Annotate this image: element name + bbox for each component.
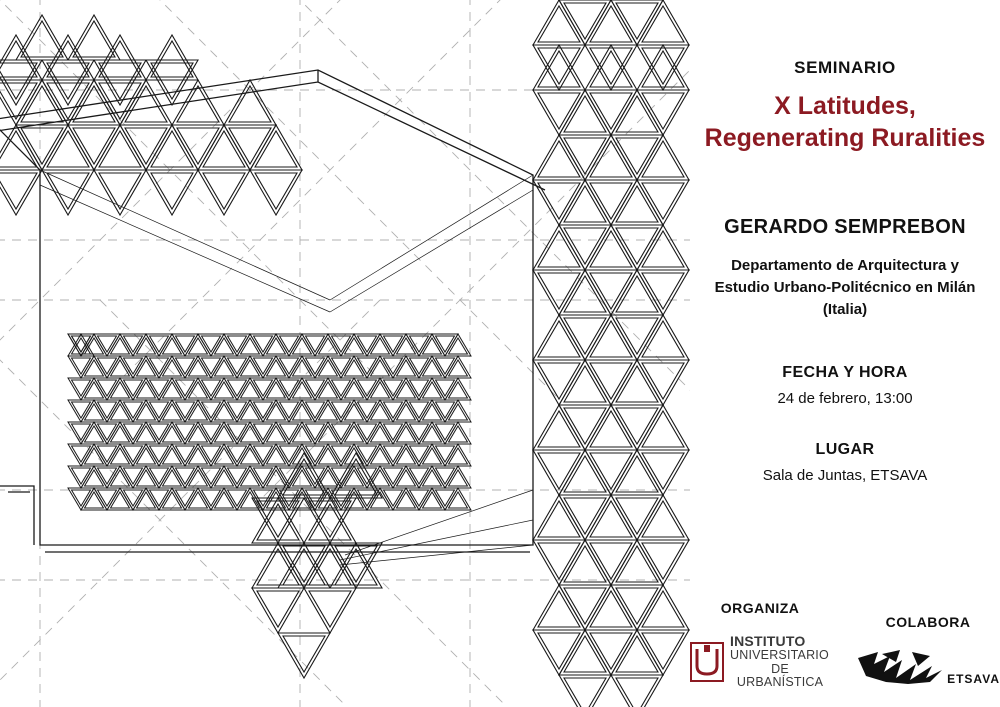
iuu-line-1: INSTITUTO (730, 633, 806, 650)
seminar-kicker: SEMINARIO (794, 58, 896, 77)
organiza-label: ORGANIZA (720, 600, 800, 617)
affiliation-line2: Estudio Urbano-Politécnico en Milán (714, 278, 976, 296)
instituto-universitario-urbanistica-logo (690, 634, 830, 689)
seminar-title-line2: Regenerating Ruralities (704, 124, 986, 152)
datetime-label: FECHA Y HORA (782, 364, 908, 382)
colabora-label: COLABORA (885, 614, 971, 630)
datetime-value: 24 de febrero, 13:00 (777, 390, 913, 408)
datetime-block (702, 364, 988, 407)
lattice-cluster-bottom (252, 453, 382, 678)
speaker-name: GERARDO SEMPREBON (724, 216, 966, 238)
colabora-block (856, 614, 1000, 689)
iuu-line-2: UNIVERSITARIO (730, 648, 829, 663)
organiza-block (690, 600, 830, 689)
place-label: LUGAR (815, 441, 875, 459)
seminar-title-line1: X Latitudes, (774, 92, 916, 120)
etsava-wordmark: ETSAVA (947, 672, 1000, 686)
iuu-line-3: DE URBANÍSTICA (736, 661, 824, 689)
affiliation-line3: (Italia) (822, 300, 868, 318)
etsava-logo (856, 648, 1000, 689)
iuu-wordmark (730, 634, 830, 689)
place-value: Sala de Juntas, ETSAVA (762, 467, 928, 485)
place-block (702, 441, 988, 484)
iuu-mark-icon (690, 642, 724, 682)
speaker-affiliation (702, 255, 988, 320)
affiliation-line1: Departamento de Arquitectura y (731, 257, 959, 274)
etsava-mark-icon (856, 648, 944, 689)
lattice-column-right (533, 0, 689, 707)
seminar-title (702, 90, 988, 154)
poster-text-panel (690, 0, 1000, 707)
logo-row (690, 600, 1000, 689)
lattice-panel-center (68, 334, 471, 510)
